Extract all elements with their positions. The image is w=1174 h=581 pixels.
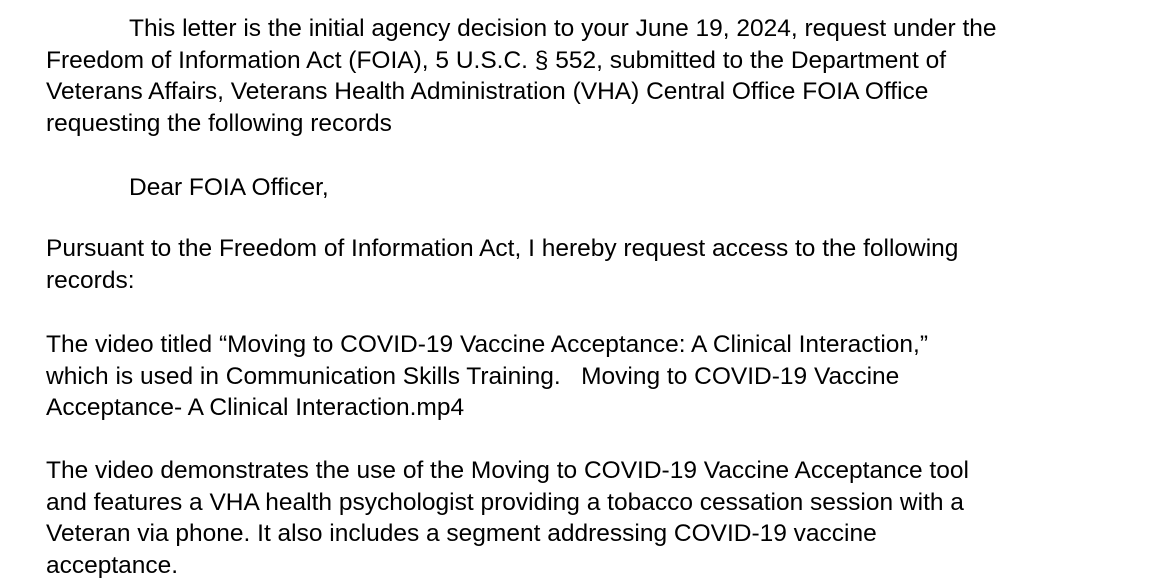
intro-line: requesting the following records bbox=[46, 108, 997, 140]
intro-paragraph bbox=[46, 13, 997, 139]
description-line: acceptance. bbox=[46, 550, 969, 581]
salutation-text: Dear FOIA Officer, bbox=[46, 172, 329, 204]
video-title-paragraph bbox=[46, 329, 928, 424]
request-line: Pursuant to the Freedom of Information Act, I hereby request access to the following bbox=[46, 233, 958, 265]
description-line: Veteran via phone. It also includes a segment addressing COVID-19 vaccine bbox=[46, 518, 969, 550]
description-line: and features a VHA health psychologist providing a tobacco cessation session with a bbox=[46, 487, 969, 519]
video-title-line: Acceptance- A Clinical Interaction.mp4 bbox=[46, 392, 928, 424]
intro-line: Freedom of Information Act (FOIA), 5 U.S.C. § 552, submitted to the Department of bbox=[46, 45, 997, 77]
description-paragraph bbox=[46, 455, 969, 581]
description-line: The video demonstrates the use of the Moving to COVID-19 Vaccine Acceptance tool bbox=[46, 455, 969, 487]
salutation bbox=[46, 172, 329, 204]
intro-line: This letter is the initial agency decision to your June 19, 2024, request under the bbox=[46, 13, 997, 45]
request-paragraph bbox=[46, 233, 958, 296]
video-title-line: The video titled “Moving to COVID-19 Vaccine Acceptance: A Clinical Interaction,” bbox=[46, 329, 928, 361]
video-title-line: which is used in Communication Skills Training. Moving to COVID-19 Vaccine bbox=[46, 361, 928, 393]
request-line: records: bbox=[46, 265, 958, 297]
intro-line: Veterans Affairs, Veterans Health Administration (VHA) Central Office FOIA Office bbox=[46, 76, 997, 108]
